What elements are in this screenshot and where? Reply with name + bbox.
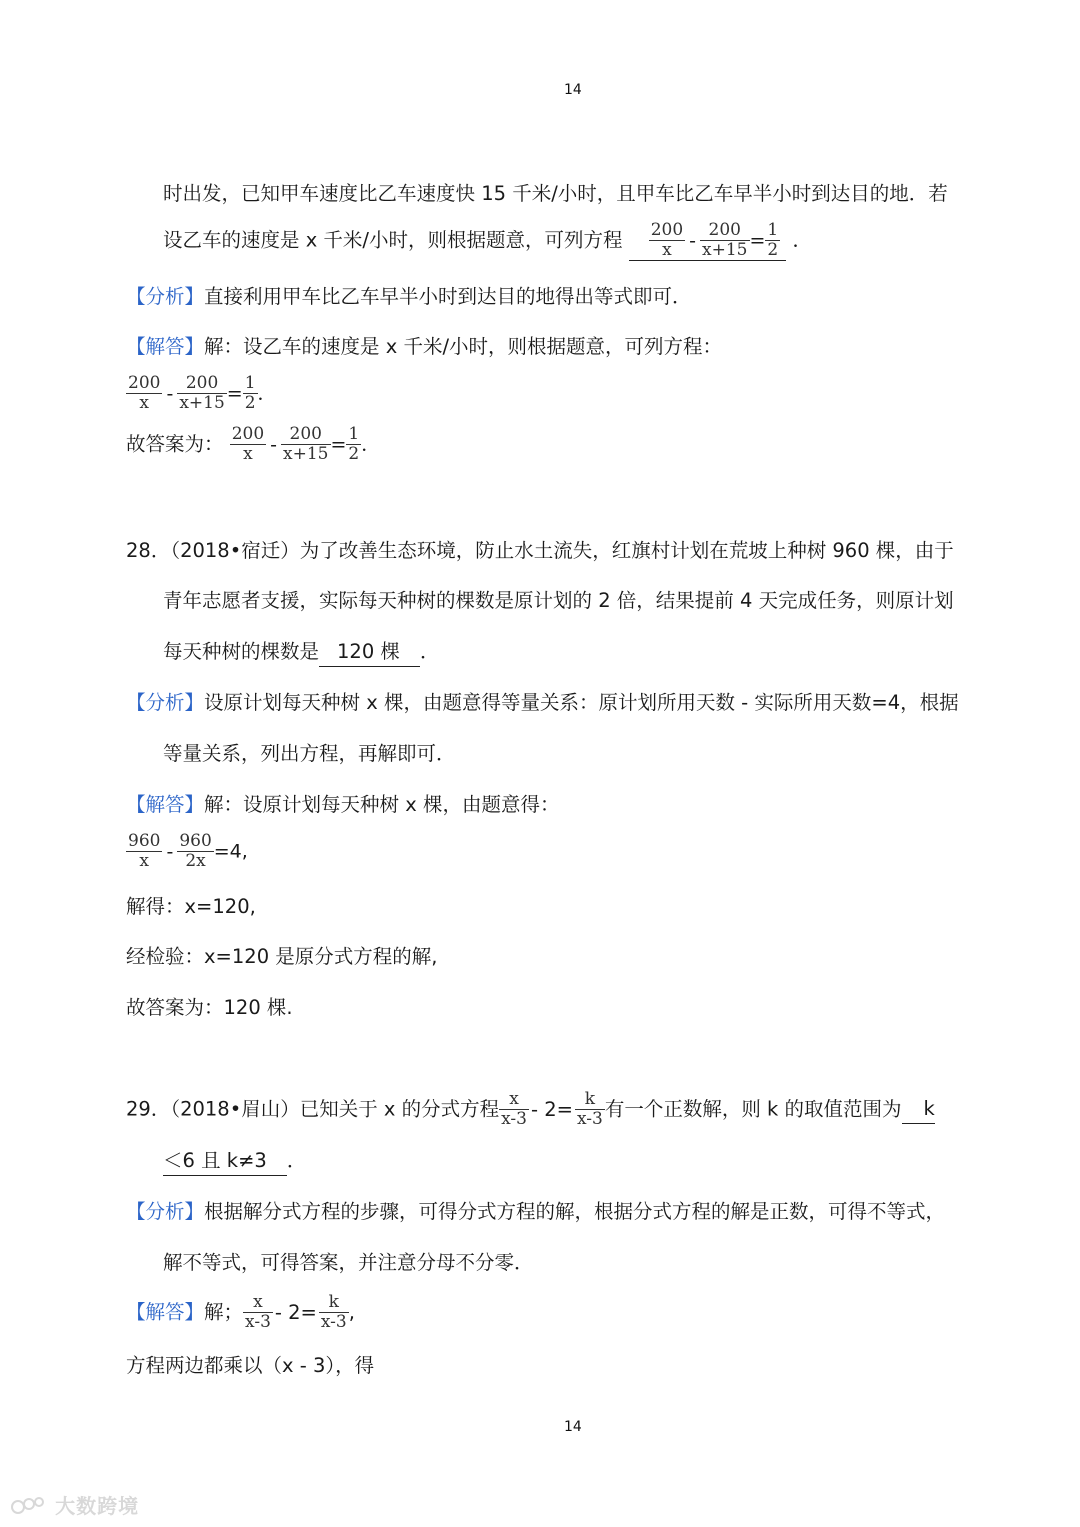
q28-line-1: 28．（2018•宿迁）为了改善生态环境，防止水土流失，红旗村计划在荒坡上种树 960 棵，由于 [126,539,954,562]
q29-line-2: ＜6 且 k≠3 ． [163,1147,306,1176]
fraction: $\frac{960}{2x}$ [179,831,212,871]
q28-line-3: 每天种树的棵数是 120 棵 ． [163,638,439,667]
q29-blank-answer-part2: ＜6 且 k≠3 [163,1147,287,1176]
q28-check: 经检验：x=120 是原分式方程的解, [126,945,438,968]
fraction: $\frac{1}{2}$ [767,220,779,260]
q28-final-answer: 故答案为：120 棵. [126,996,293,1019]
q27-line-2: 设乙车的速度是 x 千米/小时，则根据题意，可列方程 $\frac{200}{x}$ - $\frac{200}{x+15}$ = $\frac{1}{2}$ ． [163,220,812,260]
fraction: $\frac{200}{x+15}$ [283,424,329,464]
q29-analysis-2: 解不等式，可得答案，并注意分母不分零． [163,1251,534,1274]
q27-line-2-text: 设乙车的速度是 x 千米/小时，则根据题意，可列方程 [163,228,623,252]
q28-equation: $\frac{960}{x}$ - $\frac{960}{2x}$ =4, [128,831,248,871]
q27-line-1: 时出发，已知甲车速度比乙车速度快 15 千米/小时，且甲车比乙车早半小时到达目的地．若 [163,182,948,205]
q28-line-2: 青年志愿者支援，实际每天种树的棵数是原计划的 2 倍，结果提前 4 天完成任务，则原计划 [163,589,954,612]
q27-final-answer: 故答案为： $\frac{200}{x}$ - $\frac{200}{x+15}$ = $\frac{1}{2}$ ． [126,424,381,464]
fraction: $\frac{200}{x}$ [231,424,265,464]
fraction: $\frac{k}{x-3}$ [576,1089,603,1129]
q28-answer: 【解答】解：设原计划每天种树 x 棵，由题意得： [126,793,560,816]
q29-blank-answer-part1: k [902,1095,935,1124]
fraction: $\frac{k}{x-3}$ [320,1292,347,1332]
q27-answer: 【解答】解：设乙车的速度是 x 千米/小时，则根据题意，可列方程： [126,335,723,358]
q27-equation: $\frac{200}{x}$ - $\frac{200}{x+15}$ = $\frac{1}{2}$ ． [128,373,277,413]
analysis-tag: 【分析】 [126,691,205,714]
answer-tag: 【解答】 [126,793,205,816]
page-number-bottom: 14 [564,1419,582,1435]
q28-analysis-2: 等量关系，列出方程，再解即可． [163,742,456,765]
q28-blank-answer: 120 棵 [319,638,420,667]
q27-blank-answer: $\frac{200}{x}$ - $\frac{200}{x+15}$ = $\frac{1}{2}$ [629,221,787,261]
q29-analysis-1: 【分析】根据解分式方程的步骤，可得分式方程的解，根据分式方程的解是正数，可得不等式， [126,1200,946,1223]
fraction: $\frac{200}{x+15}$ [179,373,225,413]
watermark-logo-icon [10,1493,50,1517]
fraction: $\frac{x}{x-3}$ [501,1089,527,1129]
analysis-tag: 【分析】 [126,1200,205,1223]
fraction: $\frac{1}{2}$ [348,424,360,464]
fraction: $\frac{200}{x}$ [128,373,161,413]
answer-tag: 【解答】 [126,335,205,358]
fraction: $\frac{200}{x+15}$ [702,220,748,260]
q29-answer: 【解答】解； $\frac{x}{x-3}$ - 2= $\frac{k}{x-3}$ , [126,1292,355,1332]
fraction: $\frac{200}{x}$ [650,220,684,260]
q27-analysis: 【分析】直接利用甲车比乙车早半小时到达目的地得出等式即可． [126,285,692,308]
page-number-top: 14 [564,82,582,98]
answer-tag: 【解答】 [126,1300,205,1324]
q29-line-1: 29．（2018•眉山）已知关于 x 的分式方程 $\frac{x}{x-3}$ - 2= $\frac{k}{x-3}$ 有一个正数解，则 k 的取值范围为 k [126,1089,935,1129]
fraction: $\frac{960}{x}$ [128,831,161,871]
q28-analysis-1: 【分析】设原计划每天种树 x 棵，由题意得等量关系：原计划所用天数 - 实际所用天数=4，根据 [126,691,959,714]
q28-solve: 解得：x=120, [126,895,256,918]
q29-multiply-step: 方程两边都乘以（x - 3），得 [126,1354,375,1377]
analysis-tag: 【分析】 [126,285,205,308]
watermark [10,1490,139,1519]
fraction: $\frac{1}{2}$ [244,373,256,413]
fraction: $\frac{x}{x-3}$ [245,1292,271,1332]
watermark-text: 大数跨境 [55,1494,140,1518]
